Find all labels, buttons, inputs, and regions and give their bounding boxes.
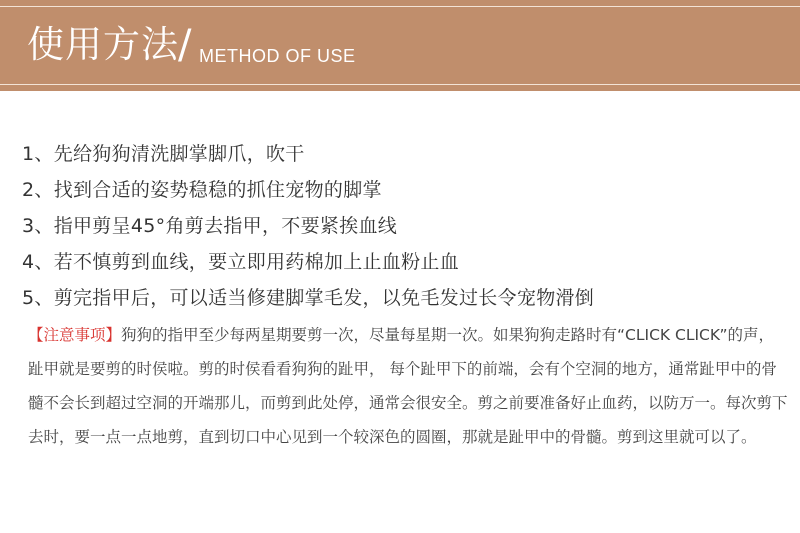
note-text: 狗狗的指甲至少每两星期要剪一次，尽量每星期一次。如果狗狗走路时有“CLICK CLICK”的声，趾甲就是要剪的时侯啦。剪的时侯看看狗狗的趾甲， 每个趾甲下的前端，会有个空洞的地方，通常趾甲中的骨髓不会长到超过空洞的开端那儿，而剪到此处停，通常会很安全。剪之前要准备好止血药，以防万一。每次剪下去时，要一点一点地剪，直到切口中心见到一个较深色的圆圈，那就是趾甲中的骨髓。剪到这里就可以了。 — [28, 326, 788, 446]
note-tag: 【注意事项】 — [28, 326, 122, 344]
banner-bottom-rule — [0, 84, 800, 85]
header-banner — [0, 0, 800, 91]
page-subtitle: METHOD OF USE — [199, 46, 356, 66]
step-item: 2、找到合适的姿势稳稳的抓住宠物的脚掌 — [22, 179, 382, 201]
step-item: 1、先给狗狗清洗脚掌脚爪，吹干 — [22, 143, 305, 165]
steps-list — [22, 136, 594, 316]
step-item: 3、指甲剪呈45°角剪去指甲，不要紧挨血线 — [22, 215, 398, 237]
step-item: 4、若不慎剪到血线，要立即用药棉加上止血粉止血 — [22, 251, 459, 273]
page-title: 使用方法 — [27, 23, 179, 66]
banner-top-rule — [0, 6, 800, 7]
title-separator: / — [178, 22, 192, 68]
care-note — [28, 318, 788, 454]
step-item: 5、剪完指甲后，可以适当修建脚掌毛发，以免毛发过长令宠物滑倒 — [22, 287, 595, 309]
